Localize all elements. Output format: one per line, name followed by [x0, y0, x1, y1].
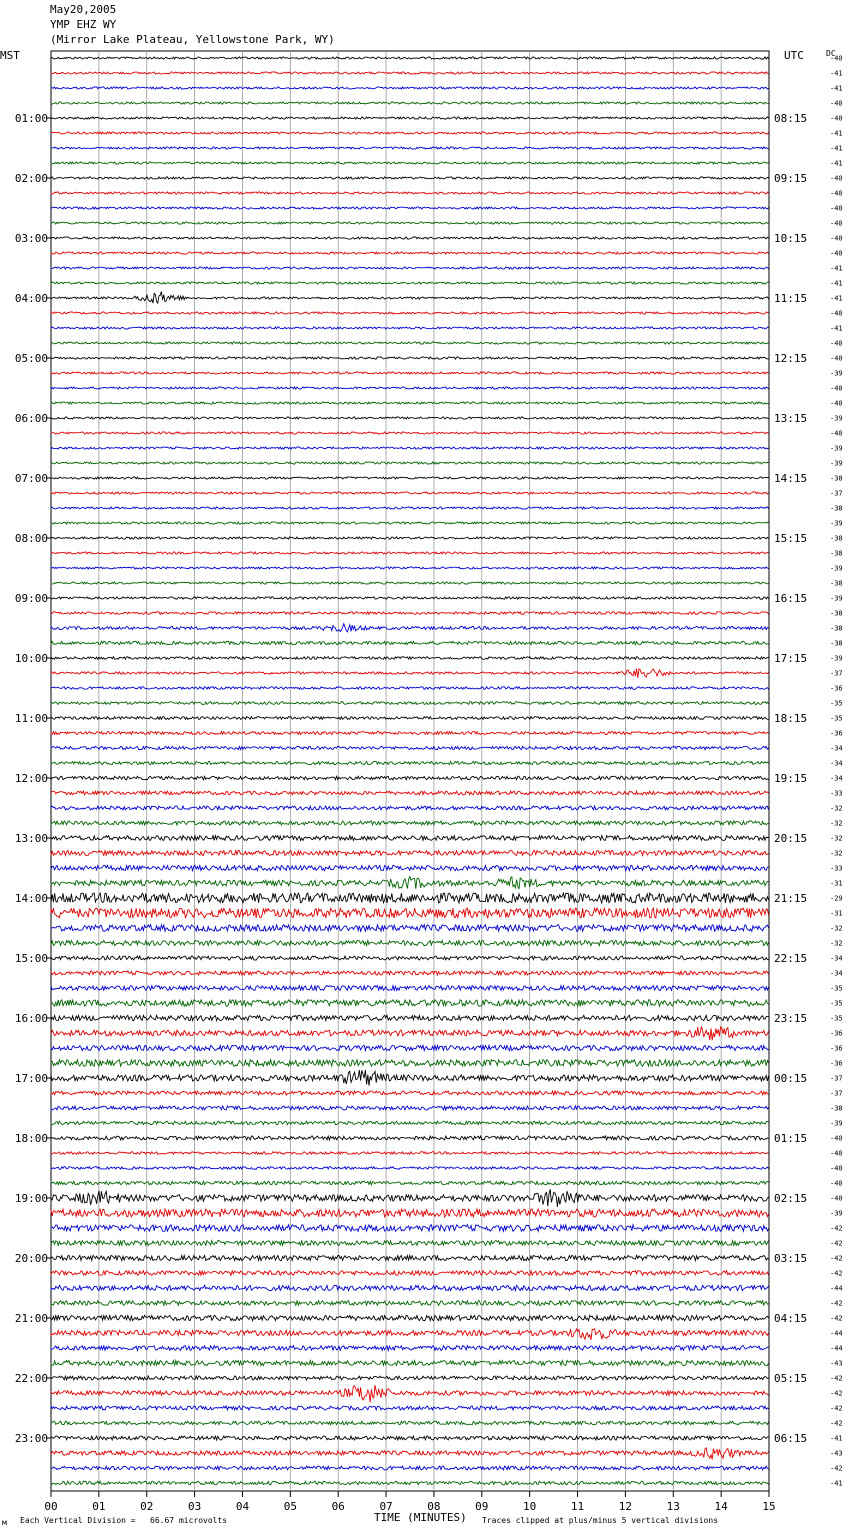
- dc-offset-label: -38: [830, 639, 843, 648]
- trace-row: [51, 1189, 769, 1207]
- dc-offset-label: -41: [830, 1434, 843, 1443]
- trace-row: [51, 1027, 769, 1041]
- mst-hour-label: 13:00: [14, 832, 48, 845]
- dc-offset-label: -43: [830, 1449, 843, 1458]
- utc-hour-label: 01:15: [774, 1132, 808, 1145]
- dc-offset-label: -40: [830, 384, 843, 393]
- dc-offset-label: -40: [830, 1134, 843, 1143]
- trace-row: [51, 877, 769, 890]
- utc-hour-label: 11:15: [774, 292, 808, 305]
- dc-offset-label: -34: [830, 759, 843, 768]
- dc-offset-label: -37: [830, 489, 843, 498]
- trace-row: [51, 267, 769, 269]
- x-tick-label: 05: [283, 1500, 297, 1513]
- dc-offset-label: -40: [830, 354, 843, 363]
- dc-offset-label: -37: [830, 669, 843, 678]
- dc-offset-label: -40: [830, 99, 843, 108]
- utc-hour-label: 20:15: [774, 832, 808, 845]
- dc-offset-label: -43: [830, 1359, 843, 1368]
- dc-offset-label: -36: [830, 1044, 843, 1053]
- trace-row: [51, 477, 769, 479]
- x-tick-label: 14: [714, 1500, 728, 1513]
- trace-row: [51, 522, 769, 524]
- trace-row: [51, 746, 769, 749]
- dc-offset-label: -35: [830, 699, 843, 708]
- dc-offset-label: -40: [830, 219, 843, 228]
- mst-hour-label: 10:00: [14, 652, 48, 665]
- dc-offset-label: -36: [830, 684, 843, 693]
- dc-offset-label: -42: [830, 1239, 843, 1248]
- utc-hour-label: 03:15: [774, 1252, 808, 1265]
- dc-offset-label: -31: [830, 909, 843, 918]
- x-tick-label: 11: [570, 1500, 585, 1513]
- dc-offset-label: -41: [830, 159, 843, 168]
- x-tick-label: 10: [523, 1500, 537, 1513]
- mst-hour-label: 21:00: [14, 1312, 48, 1325]
- dc-offset-label: -42: [830, 1374, 843, 1383]
- trace-row: [51, 1376, 769, 1380]
- trace-row: [51, 791, 769, 795]
- dc-offset-label: -38: [830, 549, 843, 558]
- trace-row: [51, 986, 769, 991]
- trace-row: [51, 447, 769, 449]
- x-tick-label: 02: [140, 1500, 154, 1513]
- trace-row: [51, 567, 769, 569]
- dc-offset-label: -38: [830, 609, 843, 618]
- trace-row: [51, 1152, 769, 1155]
- dc-offset-label: -40: [830, 1179, 843, 1188]
- trace-row: [51, 117, 769, 119]
- trace-row: [51, 87, 769, 89]
- dc-offset-label: -39: [830, 564, 843, 573]
- utc-hour-label: 00:15: [774, 1072, 808, 1085]
- trace-row: [51, 57, 769, 59]
- trace-row: [51, 1329, 769, 1340]
- trace-row: [51, 624, 769, 632]
- dc-offset-label: -39: [830, 459, 843, 468]
- x-tick-label: 06: [331, 1500, 345, 1513]
- trace-row: [51, 492, 769, 494]
- dc-offset-label: -44: [830, 1284, 843, 1293]
- trace-row: [51, 537, 769, 539]
- dc-offset-label: -36: [830, 729, 843, 738]
- trace-row: [51, 971, 769, 975]
- dc-offset-label: -34: [830, 744, 843, 753]
- mst-hour-label: 22:00: [14, 1372, 48, 1385]
- trace-row: [51, 552, 769, 554]
- dc-offset-label: -40: [830, 204, 843, 213]
- dc-offset-label: -38: [830, 579, 843, 588]
- mst-hour-label: 06:00: [14, 412, 48, 425]
- dc-offset-label: -39: [830, 1209, 843, 1218]
- dc-offset-label: -37: [830, 1074, 843, 1083]
- trace-row: [51, 102, 769, 104]
- dc-offset-label: -36: [830, 1029, 843, 1038]
- trace-row: [51, 1315, 769, 1320]
- trace-row: [51, 806, 769, 810]
- trace-row: [51, 1091, 769, 1095]
- trace-row: [51, 1346, 769, 1351]
- x-tick-label: 01: [92, 1500, 106, 1513]
- dc-offset-label: -39: [830, 654, 843, 663]
- trace-row: [51, 1361, 769, 1366]
- utc-hour-label: 23:15: [774, 1012, 808, 1025]
- trace-row: [51, 292, 769, 304]
- dc-offset-label: -38: [830, 474, 843, 483]
- trace-row: [51, 1385, 769, 1402]
- dc-offset-label: -35: [830, 999, 843, 1008]
- trace-row: [51, 1448, 769, 1459]
- trace-row: [51, 1167, 769, 1170]
- trace-row: [51, 893, 769, 903]
- dc-offset-label: -40: [830, 54, 843, 63]
- trace-row: [51, 732, 769, 735]
- utc-hour-label: 05:15: [774, 1372, 808, 1385]
- dc-offset-label: -39: [830, 444, 843, 453]
- trace-row: [51, 761, 769, 764]
- x-tick-label: 15: [762, 1500, 776, 1513]
- trace-row: [51, 72, 769, 74]
- location-label: (Mirror Lake Plateau, Yellowstone Park, WY): [50, 33, 335, 46]
- trace-row: [51, 1285, 769, 1290]
- trace-row: [51, 851, 769, 856]
- trace-row: [51, 865, 769, 870]
- utc-hour-label: 08:15: [774, 112, 808, 125]
- trace-row: [51, 177, 769, 179]
- x-tick-label: 04: [235, 1500, 250, 1513]
- dc-offset-label: -40: [830, 1164, 843, 1173]
- dc-offset-label: -40: [830, 234, 843, 243]
- trace-row: [51, 312, 769, 314]
- trace-row: [51, 417, 769, 419]
- trace-row: [51, 641, 769, 644]
- trace-row: [51, 1241, 769, 1246]
- trace-row: [51, 222, 769, 224]
- dc-offset-label: -42: [830, 1419, 843, 1428]
- mst-hour-label: 02:00: [14, 172, 48, 185]
- trace-row: [51, 717, 769, 720]
- trace-row: [51, 1436, 769, 1440]
- trace-row: [51, 237, 769, 239]
- x-tick-label: 08: [427, 1500, 441, 1513]
- utc-hour-label: 02:15: [774, 1192, 808, 1205]
- utc-hour-label: 12:15: [774, 352, 808, 365]
- trace-row: [51, 132, 769, 134]
- trace-row: [51, 192, 769, 194]
- dc-offset-label: -41: [830, 294, 843, 303]
- trace-row: [51, 1225, 769, 1232]
- dc-offset-label: -41: [830, 144, 843, 153]
- dc-offset-label: -39: [830, 1119, 843, 1128]
- dc-offset-label: -40: [830, 339, 843, 348]
- trace-row: [51, 1060, 769, 1067]
- trace-row: [51, 776, 769, 780]
- dc-offset-label: -38: [830, 624, 843, 633]
- trace-row: [51, 956, 769, 960]
- trace-row: [51, 687, 769, 690]
- x-tick-label: 13: [666, 1500, 680, 1513]
- trace-row: [51, 1121, 769, 1125]
- trace-row: [51, 908, 769, 918]
- dc-offset-label: -41: [830, 84, 843, 93]
- dc-offset-label: -32: [830, 819, 843, 828]
- mst-hour-label: 03:00: [14, 232, 48, 245]
- trace-row: [51, 1301, 769, 1306]
- trace-row: [51, 282, 769, 284]
- trace-row: [51, 342, 769, 344]
- trace-row: [51, 1406, 769, 1410]
- mst-hour-label: 20:00: [14, 1252, 48, 1265]
- trace-row: [51, 1481, 769, 1485]
- mst-hour-label: 15:00: [14, 952, 48, 965]
- mst-axis-title: MST: [0, 49, 20, 62]
- dc-offset-label: -32: [830, 924, 843, 933]
- dc-offset-label: -40: [830, 1149, 843, 1158]
- mst-hour-label: 05:00: [14, 352, 48, 365]
- utc-hour-label: 06:15: [774, 1432, 808, 1445]
- trace-row: [51, 1255, 769, 1260]
- mst-hour-label: 08:00: [14, 532, 48, 545]
- dc-offset-label: -35: [830, 714, 843, 723]
- trace-row: [51, 432, 769, 434]
- mst-hour-label: 01:00: [14, 112, 48, 125]
- dc-offset-label: -42: [830, 1389, 843, 1398]
- dc-offset-label: -42: [830, 1299, 843, 1308]
- trace-row: [51, 612, 769, 615]
- trace-row: [51, 402, 769, 404]
- dc-offset-label: -41: [830, 129, 843, 138]
- trace-row: [51, 357, 769, 359]
- trace-row: [51, 1106, 769, 1110]
- trace-row: [51, 1000, 769, 1007]
- dc-offset-label: -40: [830, 249, 843, 258]
- dc-offset-label: -32: [830, 849, 843, 858]
- dc-offset-label: -40: [830, 1194, 843, 1203]
- mst-hour-label: 09:00: [14, 592, 48, 605]
- trace-row: [51, 387, 769, 389]
- trace-row: [51, 836, 769, 841]
- dc-offset-label: -32: [830, 804, 843, 813]
- trace-row: [51, 462, 769, 464]
- trace-row: [51, 507, 769, 509]
- dc-offset-label: -32: [830, 834, 843, 843]
- dc-offset-label: -32: [830, 939, 843, 948]
- dc-offset-label: -34: [830, 954, 843, 963]
- scale-note: Each Vertical Division = 66.67 microvolts: [20, 1516, 228, 1525]
- trace-row: [51, 940, 769, 945]
- utc-hour-label: 14:15: [774, 472, 808, 485]
- trace-row: [51, 327, 769, 329]
- dc-offset-label: -33: [830, 864, 843, 873]
- utc-hour-label: 15:15: [774, 532, 808, 545]
- dc-offset-label: -34: [830, 969, 843, 978]
- dc-offset-label: -42: [830, 1464, 843, 1473]
- dc-offset-label: -42: [830, 1254, 843, 1263]
- utc-hour-label: 22:15: [774, 952, 808, 965]
- dc-offset-label: -35: [830, 1014, 843, 1023]
- dc-offset-label: -44: [830, 1329, 843, 1338]
- x-tick-label: 09: [475, 1500, 489, 1513]
- dc-offset-label: -42: [830, 1314, 843, 1323]
- dc-offset-label: -42: [830, 1269, 843, 1278]
- dc-offset-label: -41: [830, 264, 843, 273]
- trace-row: [51, 147, 769, 149]
- utc-hour-label: 19:15: [774, 772, 808, 785]
- trace-row: [51, 1466, 769, 1470]
- dc-offset-label: -33: [830, 789, 843, 798]
- dc-offset-label: -40: [830, 174, 843, 183]
- trace-row: [51, 1136, 769, 1140]
- dc-offset-label: -39: [830, 519, 843, 528]
- dc-offset-label: -41: [830, 279, 843, 288]
- dc-offset-label: -44: [830, 1344, 843, 1353]
- trace-row: [51, 925, 769, 932]
- x-axis-title: TIME (MINUTES): [374, 1511, 467, 1524]
- date-label: May20,2005: [50, 3, 117, 16]
- dc-offset-label: -41: [830, 1479, 843, 1488]
- trace-row: [51, 1271, 769, 1276]
- utc-hour-label: 17:15: [774, 652, 808, 665]
- utc-hour-label: 13:15: [774, 412, 808, 425]
- dc-offset-label: -37: [830, 1089, 843, 1098]
- trace-row: [51, 702, 769, 705]
- trace-row: [51, 657, 769, 660]
- trace-row: [51, 597, 769, 599]
- dc-offset-label: -38: [830, 1104, 843, 1113]
- dc-label: DC: [826, 49, 836, 58]
- x-tick-label: 12: [618, 1500, 633, 1513]
- trace-row: [51, 669, 769, 678]
- dc-offset-label: -40: [830, 114, 843, 123]
- trace-row: [51, 821, 769, 825]
- x-tick-label: 07: [379, 1500, 393, 1513]
- trace-row: [51, 207, 769, 209]
- x-tick-label: 00: [44, 1500, 58, 1513]
- trace-row: [51, 582, 769, 584]
- mst-hour-label: 04:00: [14, 292, 48, 305]
- trace-row: [51, 1045, 769, 1050]
- mst-hour-label: 07:00: [14, 472, 48, 485]
- trace-row: [51, 252, 769, 254]
- utc-hour-label: 10:15: [774, 232, 808, 245]
- dc-offset-label: -41: [830, 324, 843, 333]
- dc-offset-label: -42: [830, 1224, 843, 1233]
- utc-axis-title: UTC: [784, 49, 804, 62]
- trace-row: [51, 1070, 769, 1086]
- dc-offset-label: -39: [830, 369, 843, 378]
- utc-hour-label: 09:15: [774, 172, 808, 185]
- trace-row: [51, 1421, 769, 1425]
- dc-offset-label: -39: [830, 414, 843, 423]
- dc-offset-label: -41: [830, 69, 843, 78]
- utc-hour-label: 16:15: [774, 592, 808, 605]
- dc-offset-label: -40: [830, 399, 843, 408]
- trace-row: [51, 1209, 769, 1217]
- dc-offset-label: -38: [830, 534, 843, 543]
- dc-offset-label: -34: [830, 774, 843, 783]
- dc-offset-label: -35: [830, 984, 843, 993]
- dc-offset-label: -42: [830, 1404, 843, 1413]
- clip-note: Traces clipped at plus/minus 5 vertical divisions: [482, 1516, 719, 1525]
- dc-offset-label: -40: [830, 429, 843, 438]
- dc-offset-label: -31: [830, 879, 843, 888]
- dc-offset-label: -39: [830, 594, 843, 603]
- utc-hour-label: 04:15: [774, 1312, 808, 1325]
- dc-offset-label: -29: [830, 894, 843, 903]
- dc-offset-label: -40: [830, 189, 843, 198]
- mst-hour-label: 19:00: [14, 1192, 48, 1205]
- dc-offset-label: -40: [830, 309, 843, 318]
- station-label: YMP EHZ WY: [50, 18, 117, 31]
- mst-hour-label: 23:00: [14, 1432, 48, 1445]
- utc-hour-label: 21:15: [774, 892, 808, 905]
- dc-offset-label: -38: [830, 504, 843, 513]
- mst-hour-label: 18:00: [14, 1132, 48, 1145]
- mst-hour-label: 11:00: [14, 712, 48, 725]
- utc-hour-label: 18:15: [774, 712, 808, 725]
- trace-row: [51, 1181, 769, 1185]
- mst-hour-label: 16:00: [14, 1012, 48, 1025]
- mst-hour-label: 14:00: [14, 892, 48, 905]
- trace-row: [51, 162, 769, 164]
- dc-offset-label: -36: [830, 1059, 843, 1068]
- x-tick-label: 03: [187, 1500, 202, 1513]
- mst-hour-label: 17:00: [14, 1072, 48, 1085]
- trace-row: [51, 1015, 769, 1020]
- corner-mark: м: [2, 1518, 7, 1527]
- mst-hour-label: 12:00: [14, 772, 48, 785]
- trace-row: [51, 372, 769, 374]
